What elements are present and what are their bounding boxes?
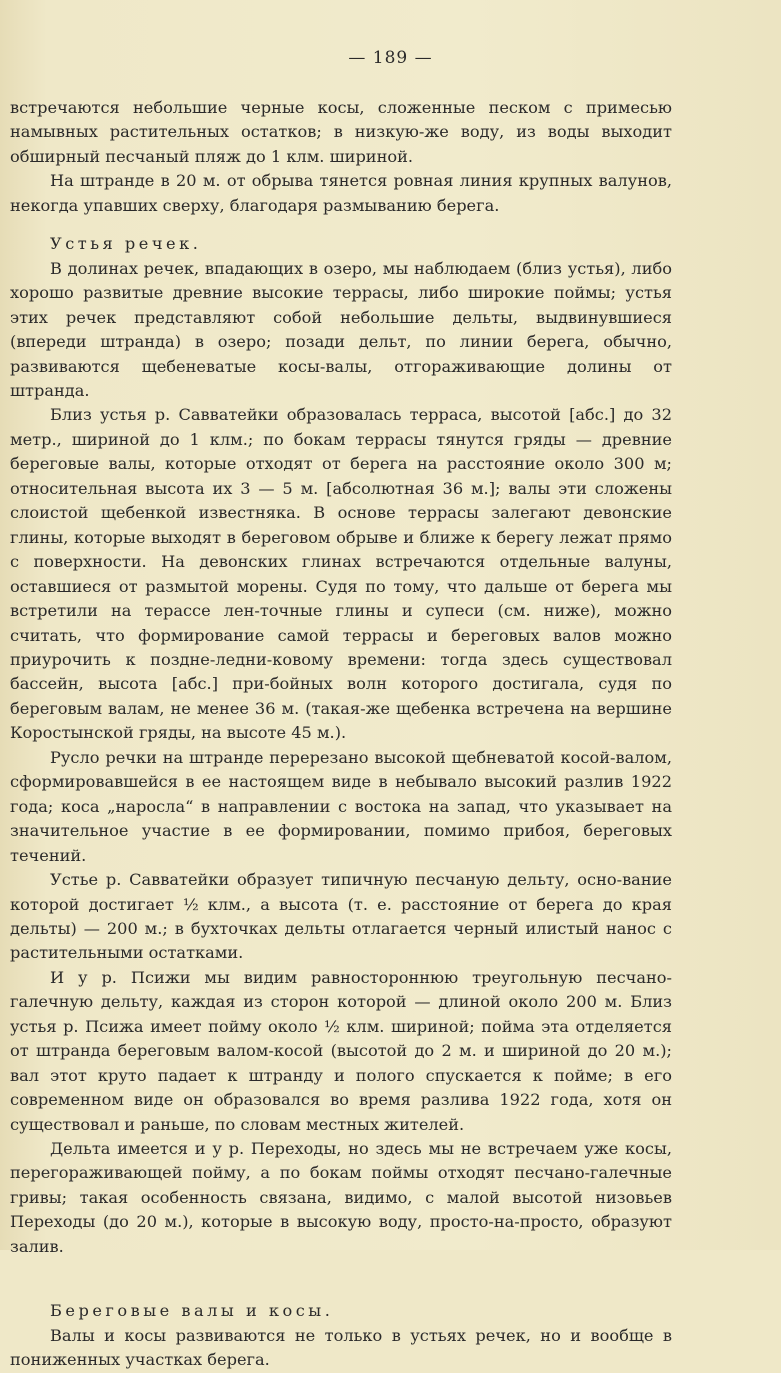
paragraph: На штранде в 20 м. от обрыва тянется ровная линия крупных валунов, некогда упавших сверху, благодаря размыванию берега. [10,171,672,215]
paragraph: И у р. Псижи мы видим равностороннюю треугольную песчано-галечную дельту, каждая из сторон которой — длиной около 200 м. Близ устья р. Псижа имеет пойму около ½ клм. шириной; пойма эта отделяется от штранда береговым валом-косой (высотой до 2 м. и шириной до 20 м.); вал этот круто падает к штранду и полого спускается к пойме; в его современном виде он образовался во время разлива 1922 года, хотя он существовал и раньше, по словам местных жителей. [10,967,672,1134]
paragraph: Валы и косы развиваются не только в устьях речек, но и вообще в пониженных участках берега. [10,1325,672,1370]
paragraph: Русло речки на штранде перерезано высокой щебневатой косой-валом, сформировавшейся в ее настоящем виде в небывало высокий разлив 1922 года; коса „наросла“ в направлении с востока на запад, что указывает на значительное участие в ее формировании, помимо прибоя, береговых течений. [10,747,672,865]
paragraph: В долинах речек, впадающих в озеро, мы наблюдаем (близ устья), либо хорошо развитые древние высокие террасы, либо широкие поймы; устья этих речек представляют собой небольшие дельты, выдвинувшиеся (впереди штранда) в озеро; позади дельт, по линии берега, обычно, развиваются щебеневатые косы-валы, отгораживающие долины от штранда. [10,258,672,400]
paragraph: Дельта имеется и у р. Переходы, но здесь мы не встречаем уже косы, перегораживающей пойму, а по бокам поймы отходят песчано-галечные гривы; такая особенность связана, видимо, с малой высотой низовьев Переходы (до 20 м.), которые в высокую воду, просто-на-просто, образуют залив. [10,1139,672,1256]
paragraph: встречаются небольшие черные косы, сложенные песком с примесью намывных растительных остатков; в низкую-же воду, из воды выходит обширный песчаный пляж до 1 клм. шириной. [10,98,672,166]
section-heading-shore-ridges: Береговые валы и косы. [50,1301,334,1321]
paragraph: Устье р. Савватейки образует типичную песчаную дельту, осно-вание которой достигает ½ клм., а высота (т. е. расстояние от берега до края дельты) — 200 м.; в бухточках дельты отлагается черный илистый нанос с растительными остатками. [10,870,672,963]
page-number: — 189 — [348,48,433,68]
page-text [10,96,672,1373]
section-heading-river-mouths: Устья речек. [50,234,202,254]
paragraph: Близ устья р. Савватейки образовалась терраса, высотой [абс.] до 32 метр., шириной до 1 клм.; по бокам террасы тянутся гряды — древние береговые валы, которые отходят от берега на расстояние около 300 м; относительная высота их 3 — 5 м. [абсолютная 36 м.]; валы эти сложены слоистой щебенкой известняка. В основе террасы залегают девонские глины, которые выходят в береговом обрыве и ближе к берегу лежат прямо с поверхности. На девонских глинах встречаются отдельные валуны, оставшиеся от размытой морены. Судя по тому, что дальше от берега мы встретили на терассе лен-точные глины и супеси (см. ниже), можно считать, что формирование самой террасы и береговых валов можно приурочить к поздне-ледни-ковому времени: тогда здесь существовал бассейн, высота [абс.] при-бойных волн которого достигала, судя по береговым валам, не менее 36 м. (такая-же щебенка встречена на вершине Коростынской гряды, на высоте 45 м.). [10,405,672,743]
